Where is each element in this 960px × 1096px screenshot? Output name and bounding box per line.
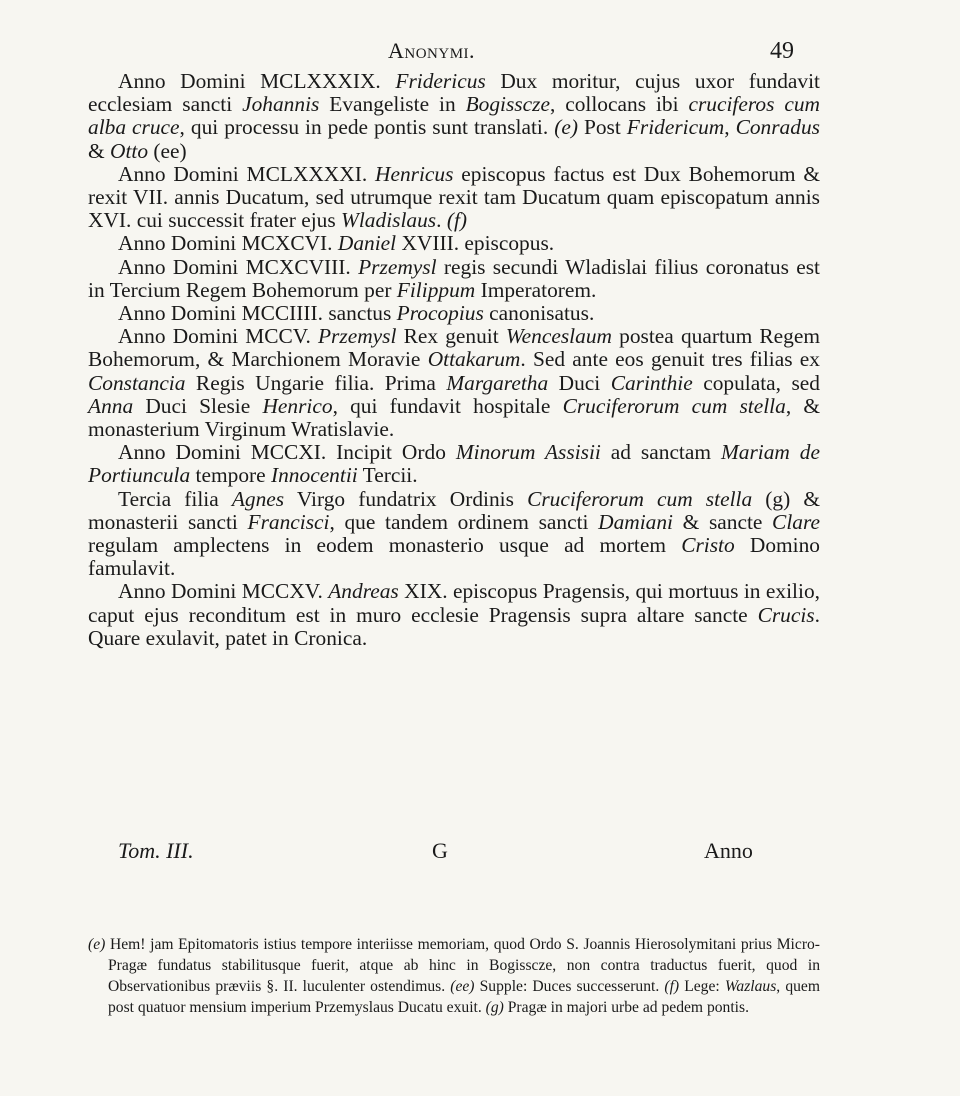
chronicle-entry-run: Anno Domini MCCV. <box>118 324 318 349</box>
chronicle-entry-run: Regis Ungarie filia. Prima <box>185 370 447 395</box>
chronicle-entry-run: Francisci <box>247 509 330 534</box>
chronicle-entry-run: & sancte <box>673 509 773 534</box>
footnote-run: Lege: <box>679 978 725 995</box>
footnote-run: Wazlaus <box>724 978 777 995</box>
footnote-run: Pragæ in majori urbe ad pedem pontis. <box>503 999 749 1016</box>
chronicle-entry-run: Domino famulavit. <box>88 533 820 581</box>
chronicle-entry-run: Virgo fundatrix Ordinis <box>284 486 528 511</box>
chronicle-entry-run: Evangeliste in <box>319 92 466 117</box>
chronicle-entry-run: Margaretha <box>446 370 549 395</box>
chronicle-entry-run: Conradus <box>735 115 820 140</box>
chronicle-entry-run: Tercia filia <box>118 486 232 511</box>
chronicle-entry-run: Innocentii <box>270 463 358 488</box>
chronicle-entry-run: Cristo <box>681 533 735 558</box>
chronicle-entry-run: Anno Domini MCLXXXIX. <box>118 69 396 93</box>
chronicle-entry-run: Damiani <box>598 509 673 534</box>
footnote-run: (g) <box>485 999 504 1016</box>
chronicle-entry-run: Cruciferorum cum stella <box>527 486 753 511</box>
chronicle-entry <box>88 256 820 302</box>
chronicle-entry-run: Bogisscze <box>465 92 550 117</box>
chronicle-entry <box>88 163 820 233</box>
chronicle-entry-run: Cruciferorum cum stella <box>562 393 786 418</box>
chronicle-entry <box>88 232 820 255</box>
signature-mark: G <box>432 838 448 863</box>
page-header <box>0 38 960 70</box>
footnotes <box>88 934 820 1018</box>
chronicle-entry-run: Clare <box>772 509 820 534</box>
page-number: 49 <box>770 38 794 64</box>
chronicle-entry-run: , & monasterium Virginum Wratislavie. <box>88 393 821 442</box>
chronicle-entry-run: Anna <box>88 393 134 418</box>
chronicle-entry-run: Anno Domini MCXCVIII. <box>118 254 359 279</box>
chronicle-entry-run: . Sed ante eos genuit tres filias ex <box>520 347 820 372</box>
chronicle-entry-run: Anno Domini MCCIIII. sanctus <box>118 301 397 326</box>
chronicle-entry-run: copulata, sed <box>692 370 820 395</box>
chronicle-entry-run: (ee) <box>148 138 187 163</box>
chronicle-entry-run: . Quare exulavit, patet in Cronica. <box>88 602 820 650</box>
chronicle-entry-run: Andreas <box>328 579 399 604</box>
chronicle-entry-run: . <box>436 208 447 233</box>
chronicle-entry-run: Carinthie <box>610 370 693 395</box>
chronicle-entry-run: Agnes <box>231 486 285 511</box>
catchword: Anno <box>704 838 753 863</box>
chronicle-entry-run: Filippum <box>396 277 476 302</box>
chronicle-entry-run: ad sanctam <box>600 440 721 465</box>
footnote-run: , quem post quatuor mensium imperium Przemyslaus Ducatu exuit. <box>108 978 820 1016</box>
chronicle-entry-run: postea quartum Regem Bohemorum, & Marchionem Moravie <box>88 324 820 372</box>
chronicle-entry-run: Anno Domini MCXCVI. <box>118 231 338 256</box>
chronicle-entry-run: Fridericum <box>626 115 725 140</box>
chronicle-entry-run: Wladislaus <box>341 208 437 233</box>
chronicle-entry-run: Duci <box>548 370 611 395</box>
chronicle-entry-run: regis secundi Wladislai filius coronatus est in Tercium Regem Bohemorum per <box>88 254 820 302</box>
chronicle-entry-run: Duci Slesie <box>133 393 263 418</box>
chronicle-entry-run: Anno Domini MCCXV. <box>118 579 329 604</box>
chronicle-entry <box>88 70 820 163</box>
chronicle-entry-run: (g) & monasterii sancti <box>88 486 820 534</box>
chronicle-entry-run: Henricus <box>375 161 454 186</box>
footnote-run: Hem! jam Epitomatoris istius tempore interiisse memoriam, quod Ordo S. Joannis Hierosolymitani prius Micro-Pragæ fundatus stabilitusque fuerit, atque ab hinc in Bogisscze, non contra traductus fuerit, quod in Observationibus præviis §. II. luculenter ostendimus. <box>105 936 820 995</box>
chronicle-entry-run: XVIII. episcopus. <box>396 231 555 256</box>
chronicle-entry-run: XIX. episcopus Pragensis, qui mortuus in exilio, caput ejus reconditum est in muro ecclesie Pragensis supra altare sancte <box>88 579 820 627</box>
chronicle-entry-run: Tercii. <box>357 463 418 488</box>
chronicle-entry-run: Fridericus <box>395 69 486 93</box>
chronicle-entry-run: Minorum Assisii <box>455 440 601 465</box>
chronicle-entry-run: , qui fundavit hospitale <box>332 393 563 418</box>
chronicle-entry-run: Dux moritur, cujus uxor fundavit ecclesiam sancti <box>88 69 820 117</box>
chronicle-entry-run: Mariam de Portiuncula <box>88 440 820 488</box>
main-text <box>88 70 820 650</box>
chronicle-entry-run: & <box>88 138 110 163</box>
chronicle-entry-run: Rex genuit <box>396 324 506 349</box>
chronicle-entry-run: Henrico <box>262 393 333 418</box>
chronicle-entry-run: (f) <box>446 208 468 233</box>
running-head: Anonymi. <box>388 38 476 63</box>
chronicle-entry-run: Crucis <box>757 602 815 627</box>
chronicle-entry-run: Przemysl <box>317 324 397 349</box>
chronicle-entry-run: (e) <box>554 115 578 140</box>
chronicle-entry-run: Daniel <box>337 231 397 256</box>
chronicle-entry-run: Ottakarum <box>427 347 521 372</box>
chronicle-entry-run: , <box>724 115 736 140</box>
chronicle-entry-run: Imperatorem. <box>475 277 597 302</box>
chronicle-entry-run: regulam amplectens in eodem monasterio usque ad mortem <box>88 533 682 558</box>
chronicle-entry <box>88 580 820 650</box>
footnote-run: Supple: Duces successerunt. <box>474 978 665 995</box>
chronicle-entry <box>88 302 820 325</box>
chronicle-entry-run: tempore <box>190 463 271 488</box>
footnote-run: (f) <box>664 978 680 995</box>
chronicle-entry-run: , que tandem ordinem sancti <box>329 509 599 534</box>
chronicle-entry <box>88 325 820 441</box>
chronicle-entry-run: episcopus factus est Dux Bohemorum & rexit VII. annis Ducatum, sed utrumque rexit tam Ducatum quam episcopatum annis XVI. cui successit frater ejus <box>88 161 820 233</box>
footnote <box>88 934 820 1018</box>
chronicle-entry <box>88 441 820 487</box>
footnote-run: (e) <box>88 936 106 953</box>
chronicle-entry <box>88 488 820 581</box>
chronicle-entry-run: Anno Domini MCLXXXXI. <box>118 161 375 186</box>
chronicle-entry-run: Post <box>577 115 627 140</box>
chronicle-entry-run: Johannis <box>242 92 320 117</box>
chronicle-entry-run: , collocans ibi <box>549 92 689 117</box>
signature-line <box>0 838 960 868</box>
chronicle-entry-run: canonisatus. <box>483 301 595 326</box>
chronicle-entry-run: Constancia <box>88 370 186 395</box>
chronicle-entry-run: Anno Domini MCCXI. Incipit Ordo <box>118 440 456 465</box>
chronicle-entry-run: Wenceslaum <box>505 324 612 349</box>
tome-mark: Tom. III. <box>118 838 194 863</box>
footnote-run: (ee) <box>450 978 475 995</box>
chronicle-entry-run: Przemysl <box>358 254 437 279</box>
chronicle-entry-run: , qui processu in pede pontis sunt translati. <box>179 115 555 140</box>
chronicle-entry-run: Procopius <box>396 301 484 326</box>
chronicle-entry-run: Otto <box>110 138 149 163</box>
chronicle-entry-run: cruciferos cum alba cruce <box>88 92 820 140</box>
